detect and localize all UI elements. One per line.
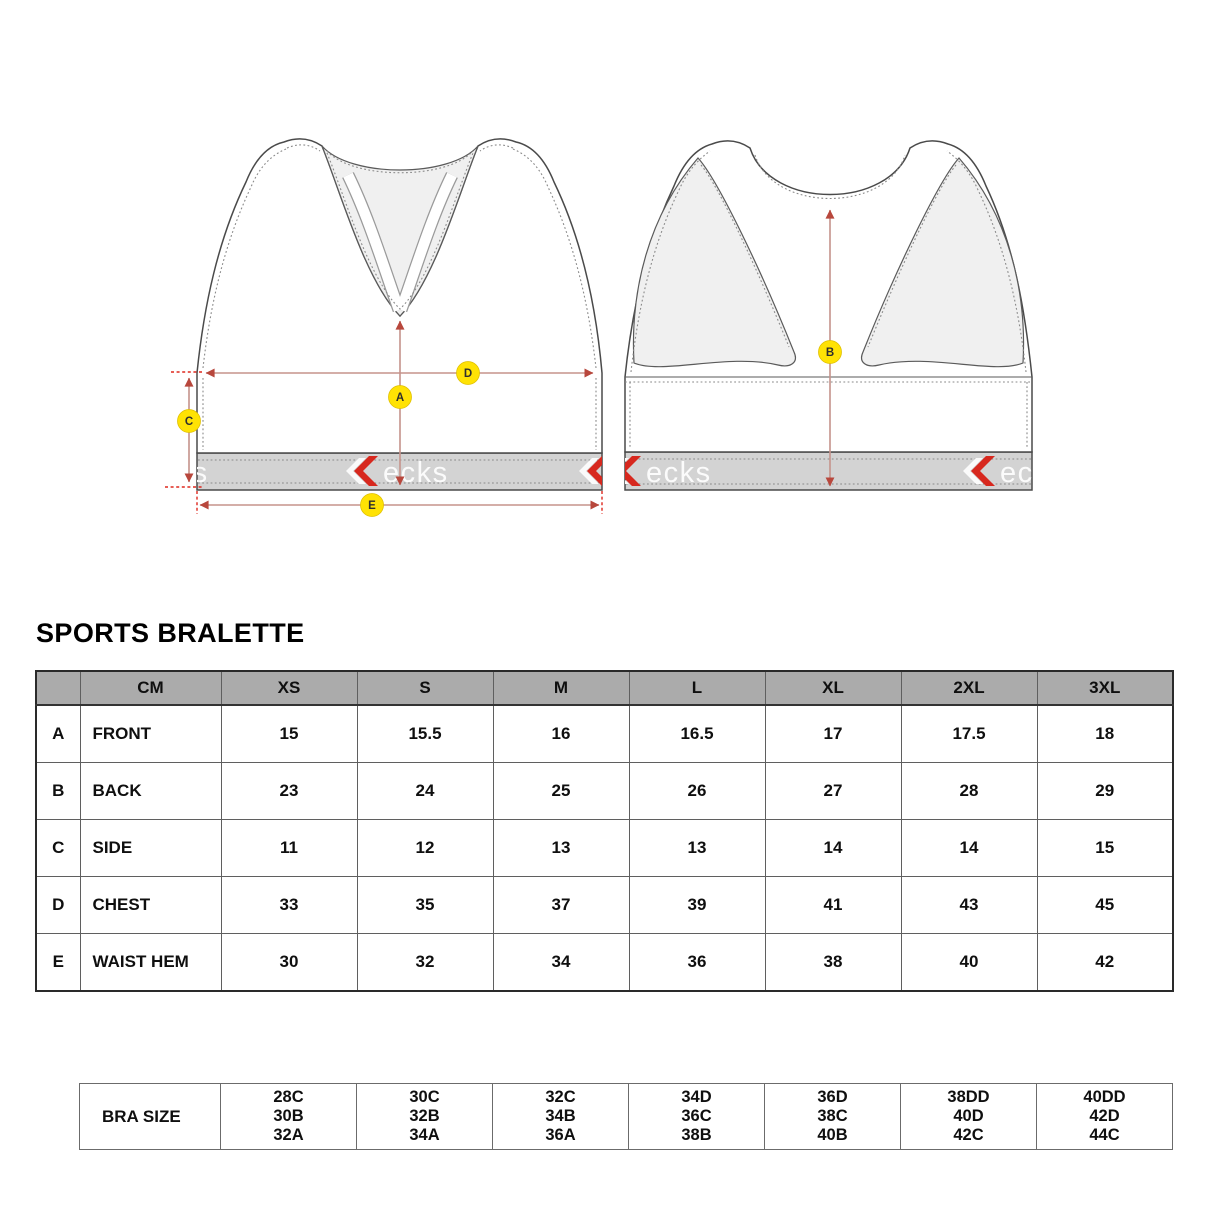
cell: 40 [901, 934, 1037, 992]
size-header-2xl: 2XL [901, 671, 1037, 705]
cell: 33 [221, 877, 357, 934]
table-row-back [36, 763, 1173, 820]
cell: 15.5 [357, 705, 493, 763]
bra-cell-xl: 36D 38C 40B [765, 1084, 901, 1150]
cell: 15 [1037, 820, 1173, 877]
bra-cell-3xl: 40DD 42D 44C [1037, 1084, 1173, 1150]
bra-cell-xs: 28C 30B 32A [221, 1084, 357, 1150]
row-label: WAIST HEM [80, 934, 221, 992]
marker-d [457, 362, 480, 385]
cell: 27 [765, 763, 901, 820]
marker-a [389, 386, 412, 409]
row-key: A [36, 705, 80, 763]
marker-c [178, 410, 201, 433]
cell: 24 [357, 763, 493, 820]
size-header-xs: XS [221, 671, 357, 705]
cell: 37 [493, 877, 629, 934]
bra-cell-s: 30C 32B 34A [357, 1084, 493, 1150]
cell: 16 [493, 705, 629, 763]
bra-size-table [79, 1083, 1173, 1150]
row-key: B [36, 763, 80, 820]
cell: 17 [765, 705, 901, 763]
cell: 11 [221, 820, 357, 877]
product-title: SPORTS BRALETTE [36, 618, 305, 648]
size-table [35, 670, 1174, 992]
bra-cell-l: 34D 36C 38B [629, 1084, 765, 1150]
table-row-front [36, 705, 1173, 763]
row-key: E [36, 934, 80, 992]
size-header-m: M [493, 671, 629, 705]
svg-text:D: D [463, 368, 473, 380]
bra-size-row [80, 1084, 1173, 1150]
cell: 14 [901, 820, 1037, 877]
cell: 28 [901, 763, 1037, 820]
cell: 30 [221, 934, 357, 992]
row-label: CHEST [80, 877, 221, 934]
row-label: SIDE [80, 820, 221, 877]
cell: 43 [901, 877, 1037, 934]
table-row-side [36, 820, 1173, 877]
marker-b [819, 341, 842, 364]
cell: 45 [1037, 877, 1173, 934]
unit-header-cell: CM [80, 671, 221, 705]
marker-e [361, 494, 384, 517]
svg-text:C: C [184, 416, 194, 428]
row-label: FRONT [80, 705, 221, 763]
bra-cell-2xl: 38DD 40D 42C [901, 1084, 1037, 1150]
table-row-chest [36, 877, 1173, 934]
size-table-header-row [36, 671, 1173, 705]
cell: 12 [357, 820, 493, 877]
row-key: D [36, 877, 80, 934]
cell: 13 [493, 820, 629, 877]
cell: 36 [629, 934, 765, 992]
cell: 17.5 [901, 705, 1037, 763]
cell: 38 [765, 934, 901, 992]
cell: 34 [493, 934, 629, 992]
row-key: C [36, 820, 80, 877]
row-label: BACK [80, 763, 221, 820]
cell: 26 [629, 763, 765, 820]
cell: 35 [357, 877, 493, 934]
cell: 13 [629, 820, 765, 877]
cell: 39 [629, 877, 765, 934]
cell: 16.5 [629, 705, 765, 763]
size-header-3xl: 3XL [1037, 671, 1173, 705]
svg-text:E: E [368, 500, 376, 512]
size-header-xl: XL [765, 671, 901, 705]
cell: 42 [1037, 934, 1173, 992]
cell: 29 [1037, 763, 1173, 820]
back-view-diagram [610, 120, 1050, 520]
corner-cell [36, 671, 80, 705]
svg-text:B: B [825, 347, 835, 359]
front-bra-drawing [150, 139, 620, 490]
size-header-s: S [357, 671, 493, 705]
svg-text:A: A [395, 392, 405, 404]
cell: 41 [765, 877, 901, 934]
front-view-diagram: ecks D A C E [150, 120, 620, 520]
cell: 14 [765, 820, 901, 877]
table-row-waist-hem [36, 934, 1173, 992]
cell: 23 [221, 763, 357, 820]
cell: 15 [221, 705, 357, 763]
bra-cell-m: 32C 34B 36A [493, 1084, 629, 1150]
size-header-l: L [629, 671, 765, 705]
cell: 32 [357, 934, 493, 992]
cell: 18 [1037, 705, 1173, 763]
cell: 25 [493, 763, 629, 820]
bra-size-label: BRA SIZE [80, 1084, 221, 1150]
